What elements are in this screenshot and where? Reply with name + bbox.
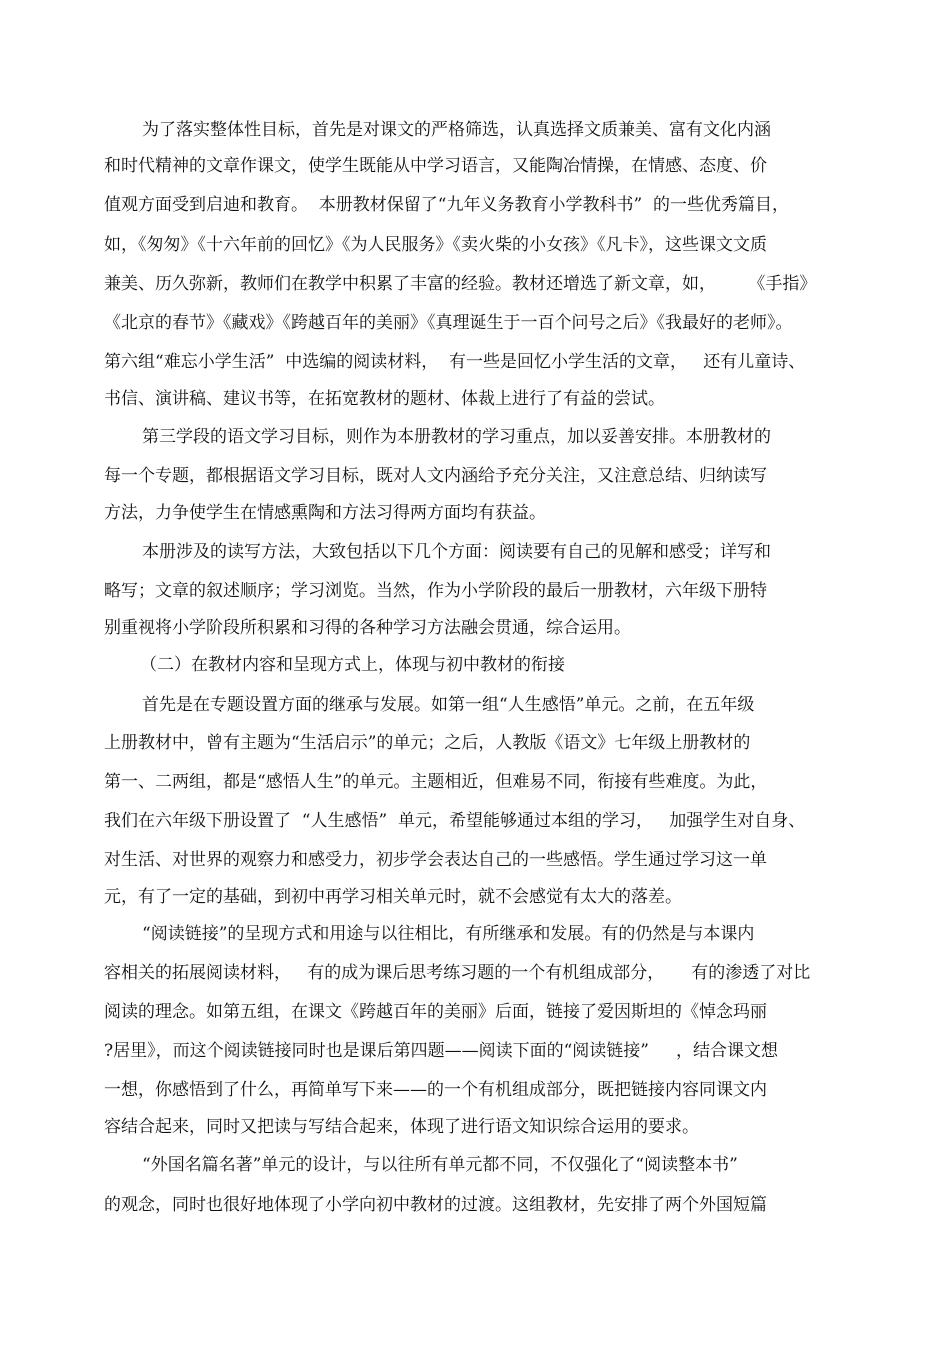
- text-line: 略写；文章的叙述顺序；学习浏览。当然，作为小学阶段的最后一册教材，六年级下册特: [104, 581, 767, 601]
- text-line: 我们在六年级下册设置了 “人生感悟” 单元，希望能够通过本组的学习， 加强学生对自身、: [104, 811, 806, 831]
- text-line: 方法，力争使学生在情感熏陶和方法习得两方面均有获益。: [104, 503, 546, 523]
- text-line: 第一、二两组，都是“感悟人生”的单元。主题相近，但难易不同，衔接有些难度。为此，: [104, 772, 768, 792]
- text-line: 书信、演讲稿、建议书等，在拓宽教材的题材、体裁上进行了有益的尝试。: [104, 389, 665, 409]
- text-line: 上册教材中，曾有主题为“生活启示”的单元；之后，人教版《语文》七年级上册教材的: [104, 733, 751, 753]
- text-line: 如，《匆匆》《十六年前的回忆》《为人民服务》《卖火柴的小女孩》《凡卡》，这些课文文质: [104, 235, 767, 255]
- section-heading: （二）在教材内容和呈现方式上，体现与初中教材的衔接: [140, 655, 565, 675]
- text-line: 第六组“难忘小学生活” 中选编的阅读材料， 有一些是回忆小学生活的文章， 还有儿童诗、: [104, 352, 806, 372]
- text-line: 首先是在专题设置方面的继承与发展。如第一组“人生感悟”单元。之前，在五年级: [142, 695, 755, 715]
- text-line: 值观方面受到启迪和教育。 本册教材保留了“九年义务教育小学教科书” 的一些优秀篇目，: [104, 195, 789, 215]
- text-line: 的观念，同时也很好地体现了小学向初中教材的过渡。这组教材，先安排了两个外国短篇: [104, 1195, 767, 1215]
- text-line: 每一个专题，都根据语文学习目标，既对人文内涵给予充分关注，又注意总结、归纳读写: [104, 466, 767, 486]
- text-line: 本册涉及的读写方法，大致包括以下几个方面：阅读要有自己的见解和感受；详写和: [142, 542, 771, 562]
- text-line: “外国名篇名著”单元的设计，与以往所有单元都不同，不仅强化了“阅读整本书”: [142, 1155, 738, 1175]
- text-line: 容结合起来，同时又把读与写结合起来，体现了进行语文知识综合运用的要求。: [104, 1117, 699, 1137]
- text-line: 容相关的拓展阅读材料， 有的成为课后思考练习题的一个有机组成部分， 有的渗透了对比: [104, 963, 811, 983]
- text-line: 阅读的理念。如第五组，在课文《跨越百年的美丽》后面，链接了爱因斯坦的《悼念玛丽: [104, 1002, 767, 1022]
- text-line: 《北京的春节》《藏戏》《跨越百年的美丽》《真理诞生于一百个问号之后》《我最好的老师》。: [104, 313, 793, 333]
- text-line: “阅读链接”的呈现方式和用途与以往相比，有所继承和发展。有的仍然是与本课内: [142, 924, 755, 944]
- text-line: 和时代精神的文章作课文，使学生既能从中学习语言，又能陶冶情操，在情感、态度、价: [104, 156, 767, 176]
- text-line: 兼美、历久弥新，教师们在教学中积累了丰富的经验。教材还增选了新文章，如， 《手指》: [104, 274, 817, 294]
- text-line: 别重视将小学阶段所积累和习得的各种学习方法融会贯通，综合运用。: [104, 618, 631, 638]
- text-line: 第三学段的语文学习目标，则作为本册教材的学习重点，加以妥善安排。本册教材的: [142, 427, 771, 447]
- text-line: ?居里》，而这个阅读链接同时也是课后第四题——阅读下面的“阅读链接” ，结合课文想: [104, 1041, 779, 1061]
- text-line: 元，有了一定的基础，到初中再学习相关单元时，就不会感觉有太大的落差。: [104, 887, 682, 907]
- text-line: 为了落实整体性目标，首先是对课文的严格筛选，认真选择文质兼美、富有文化内涵: [142, 120, 771, 140]
- text-line: 对生活、对世界的观察力和感受力，初步学会表达自己的一些感悟。学生通过学习这一单: [104, 850, 767, 870]
- text-line: 一想，你感悟到了什么，再简单写下来——的一个有机组成部分，既把链接内容同课文内: [104, 1080, 767, 1100]
